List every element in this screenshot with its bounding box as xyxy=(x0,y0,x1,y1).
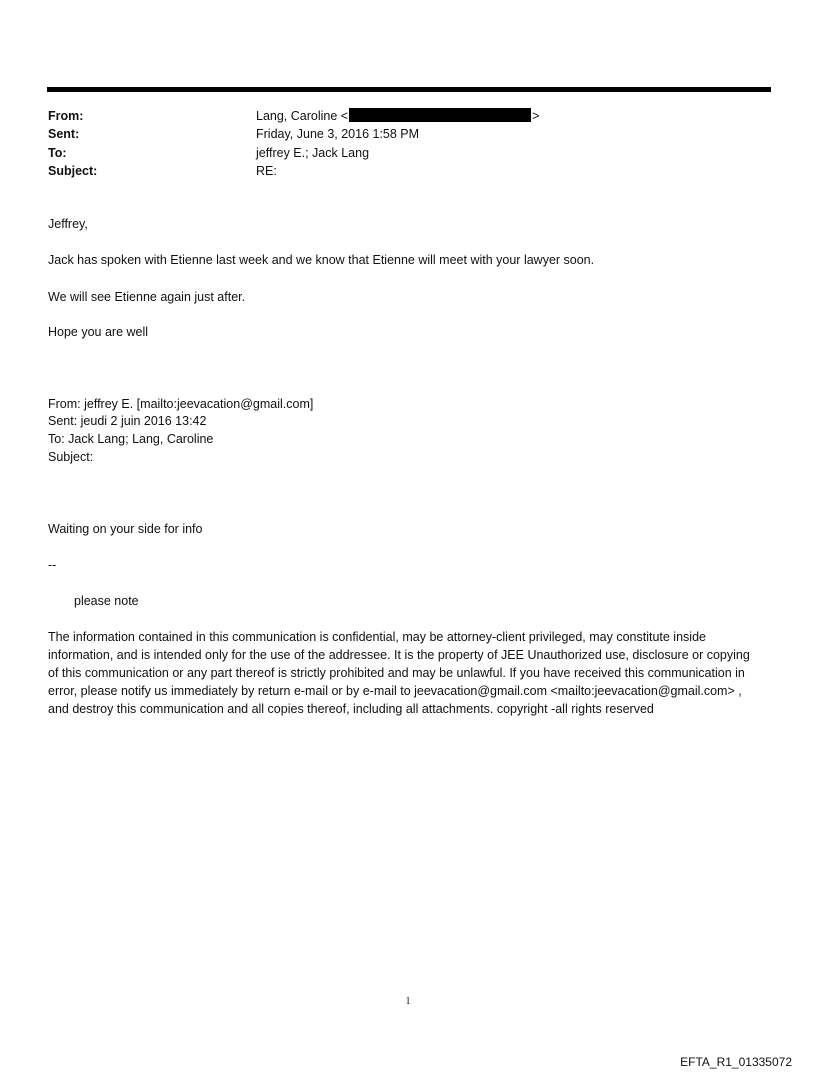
page-number: 1 xyxy=(405,996,411,1007)
body-paragraph-2: We will see Etienne again just after. xyxy=(48,290,246,304)
to-label: To: xyxy=(48,146,67,160)
from-suffix: > xyxy=(532,109,540,123)
subject-label: Subject: xyxy=(48,164,98,178)
from-name: Lang, Caroline < xyxy=(256,109,349,123)
quoted-message: Waiting on your side for info xyxy=(48,522,203,536)
body-paragraph-3: Hope you are well xyxy=(48,325,149,339)
please-note: please note xyxy=(74,594,139,608)
subject-value: RE: xyxy=(256,164,277,178)
quoted-from-line: From: jeffrey E. [mailto:jeevacation@gmail.com] xyxy=(48,397,314,411)
header-divider xyxy=(47,87,771,92)
signature-separator: -- xyxy=(48,558,57,572)
quoted-sent-line: Sent: jeudi 2 juin 2016 13:42 xyxy=(48,414,207,428)
redaction-box xyxy=(349,108,531,122)
from-value xyxy=(256,108,539,124)
bates-id: EFTA_R1_01335072 xyxy=(680,1055,792,1069)
greeting: Jeffrey, xyxy=(48,217,88,231)
quoted-subject-line: Subject: xyxy=(48,450,94,464)
confidentiality-disclaimer: The information contained in this communication is confidential, may be attorney-client privileged, may constitute inside information, and is intended only for the use of the addressee. It is the property of JEE Unauthorized use, disclosure or copying of this communication or any part thereof is strictly prohibited and may be unlawful. If you have received this communication in error, please notify us immediately by return e-mail or by e-mail to jeevacation@gmail.com <mailto:jeevacation@gmail.com> , and destroy this communication and all copies thereof, including all attachments. copyright -all rights reserved xyxy=(48,630,750,716)
sent-value: Friday, June 3, 2016 1:58 PM xyxy=(256,127,420,141)
body-paragraph-1: Jack has spoken with Etienne last week and we know that Etienne will meet with your lawyer soon. xyxy=(48,253,595,267)
from-label: From: xyxy=(48,109,84,123)
to-value: jeffrey E.; Jack Lang xyxy=(256,146,370,160)
quoted-to-line: To: Jack Lang; Lang, Caroline xyxy=(48,432,214,446)
sent-label: Sent: xyxy=(48,127,80,141)
